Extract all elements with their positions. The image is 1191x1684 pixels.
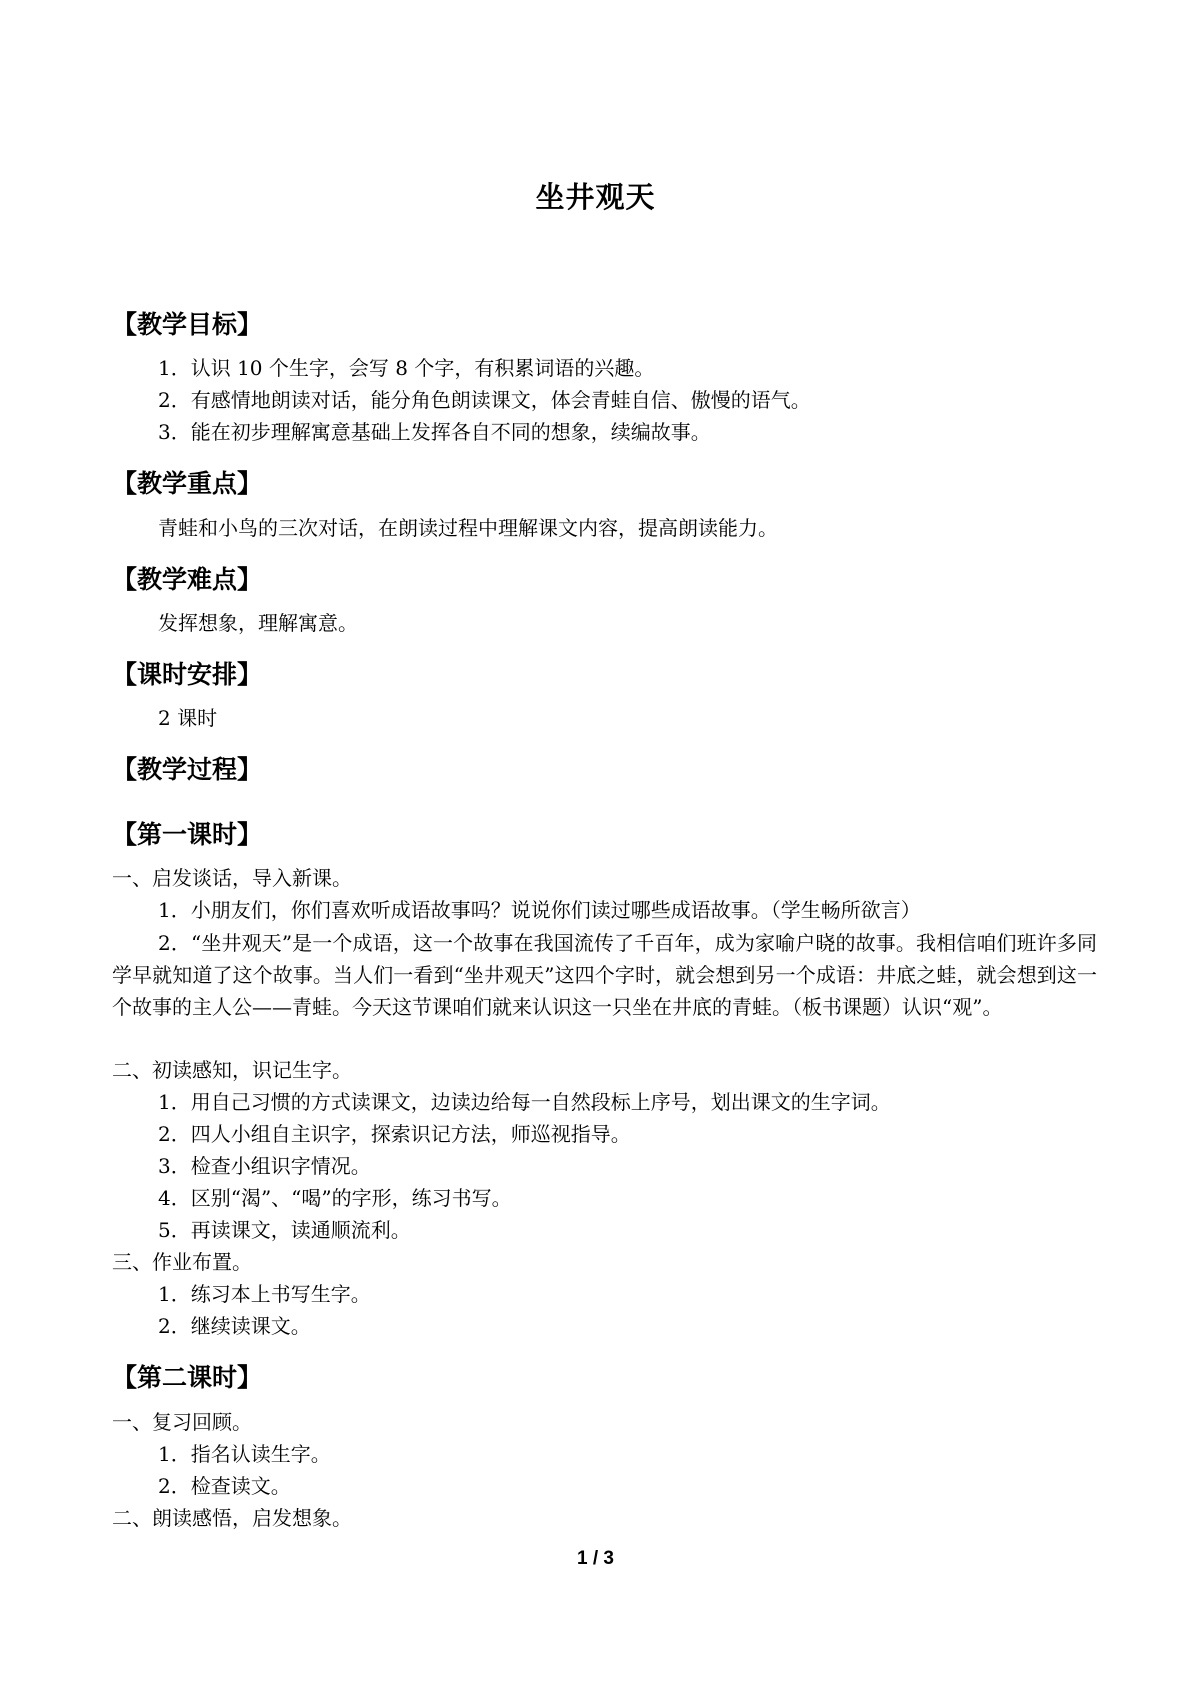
- schedule-text: 2 课时: [158, 706, 218, 730]
- lesson1-part2-item: 5．再读课文，读通顺流利。: [158, 1218, 411, 1242]
- document-title: 坐井观天: [535, 180, 656, 214]
- lesson1-part2-item: 3．检查小组识字情况。: [158, 1154, 371, 1178]
- heading-lesson-1: 【第一课时】: [112, 820, 263, 849]
- lesson1-part3-item: 1．练习本上书写生字。: [158, 1282, 371, 1306]
- heading-schedule: 【课时安排】: [112, 660, 263, 689]
- lesson1-part3-item: 2．继续读课文。: [158, 1314, 311, 1338]
- lesson1-part1-paragraph: 2．“坐井观天”是一个成语，这一个故事在我国流传了千百年，成为家喻户晓的故事。我相信咱们班许多同学早就知道了这个故事。当人们一看到“坐井观天”这四个字时，就会想到另一个成语：井底之蛙，就会想到这一个故事的主人公——青蛙。今天这节课咱们就来认识这一只坐在井底的青蛙。（板书课题）认识“观”。: [112, 931, 1097, 1019]
- page-number: 1 / 3: [577, 1548, 614, 1569]
- heading-key-points: 【教学重点】: [112, 469, 263, 498]
- heading-process: 【教学过程】: [112, 755, 263, 784]
- lesson1-part2-item: 1．用自己习惯的方式读课文，边读边给每一自然段标上序号，划出课文的生字词。: [158, 1090, 891, 1114]
- lesson2-part1-title: 一、复习回顾。: [112, 1410, 252, 1434]
- lesson1-part3-title: 三、作业布置。: [112, 1250, 252, 1274]
- lesson1-part2-title: 二、初读感知，识记生字。: [112, 1058, 352, 1082]
- goal-item: 1．认识 10 个生字，会写 8 个字，有积累词语的兴趣。: [158, 356, 655, 380]
- lesson1-part2-item: 4．区别“渴”、“喝”的字形，练习书写。: [158, 1186, 512, 1210]
- lesson1-part1-title: 一、启发谈话，导入新课。: [112, 866, 352, 890]
- heading-teaching-goals: 【教学目标】: [112, 310, 263, 339]
- goal-item: 2．有感情地朗读对话，能分角色朗读课文，体会青蛙自信、傲慢的语气。: [158, 388, 811, 412]
- heading-lesson-2: 【第二课时】: [112, 1363, 263, 1392]
- lesson2-part1-item: 1．指名认读生字。: [158, 1442, 331, 1466]
- difficulties-text: 发挥想象，理解寓意。: [158, 611, 358, 635]
- lesson1-part2-item: 2．四人小组自主识字，探索识记方法，师巡视指导。: [158, 1122, 631, 1146]
- lesson1-part1-item: 1．小朋友们，你们喜欢听成语故事吗？说说你们读过哪些成语故事。（学生畅所欲言）: [158, 898, 921, 922]
- key-points-text: 青蛙和小鸟的三次对话，在朗读过程中理解课文内容，提高朗读能力。: [158, 516, 778, 540]
- heading-difficulties: 【教学难点】: [112, 565, 263, 594]
- goal-item: 3．能在初步理解寓意基础上发挥各自不同的想象，续编故事。: [158, 420, 711, 444]
- lesson2-part2-title: 二、朗读感悟，启发想象。: [112, 1506, 352, 1530]
- lesson2-part1-item: 2．检查读文。: [158, 1474, 291, 1498]
